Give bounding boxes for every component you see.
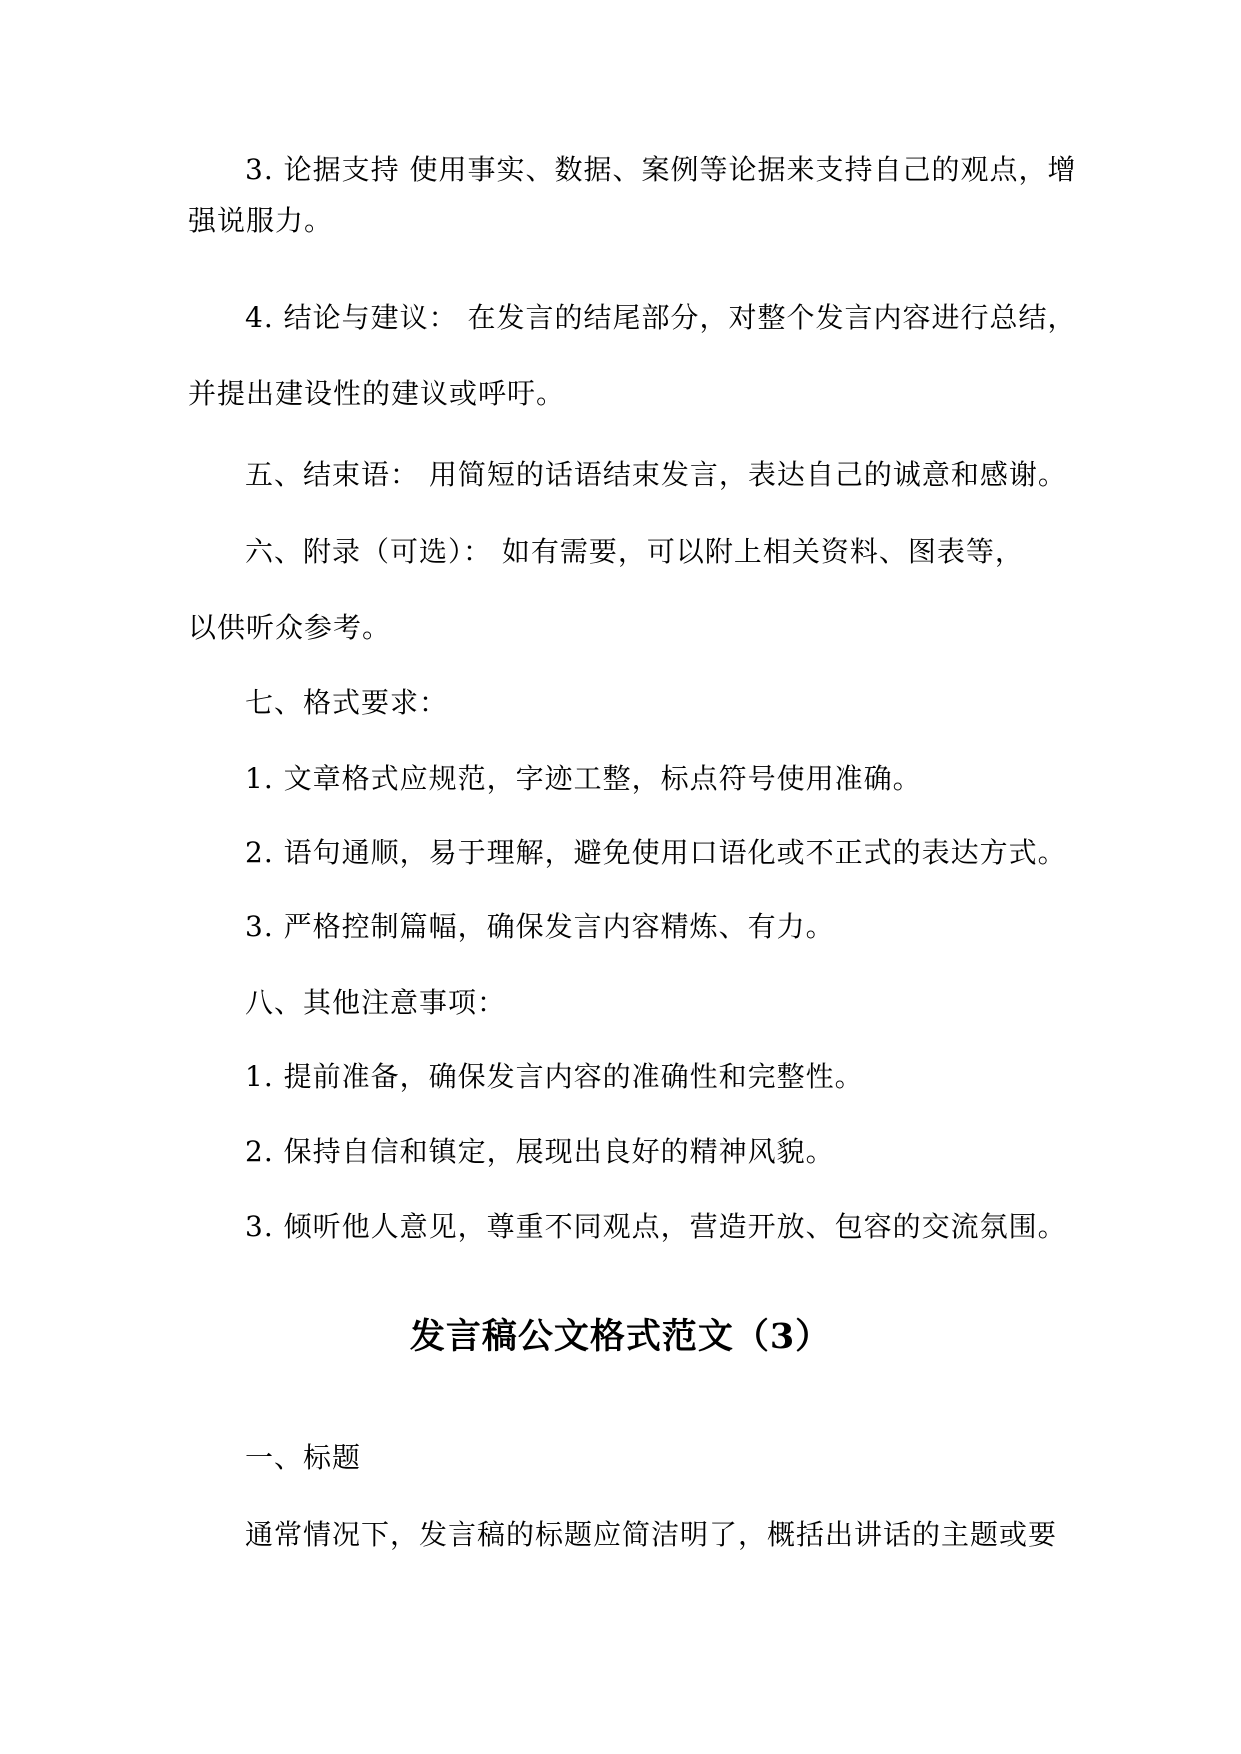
paragraph-line: 以供听众参考。 xyxy=(188,611,392,644)
paragraph-line: 通常情况下，发言稿的标题应简洁明了，概括出讲话的主题或要 xyxy=(245,1518,1058,1551)
paragraph-line: 2. 语句通顺，易于理解，避免使用口语化或不正式的表达方式。 xyxy=(245,836,1067,869)
paragraph-line: 3. 严格控制篇幅，确保发言内容精炼、有力。 xyxy=(245,910,835,943)
paragraph-line: 强说服力。 xyxy=(188,204,334,237)
paragraph-line: 五、结束语： 用简短的话语结束发言，表达自己的诚意和感谢。 xyxy=(245,458,1067,491)
paragraph-line: 4. 结论与建议： 在发言的结尾部分，对整个发言内容进行总结， xyxy=(245,301,1077,334)
paragraph-line: 1. 文章格式应规范，字迹工整，标点符号使用准确。 xyxy=(245,762,922,795)
paragraph-line: 一、标题 xyxy=(245,1441,362,1474)
paragraph-line: 3. 倾听他人意见，尊重不同观点，营造开放、包容的交流氛围。 xyxy=(245,1210,1067,1243)
paragraph-line: 八、其他注意事项： xyxy=(245,986,507,1019)
paragraph-line: 2. 保持自信和镇定，展现出良好的精神风貌。 xyxy=(245,1135,835,1168)
paragraph-line: 3. 论据支持 使用事实、数据、案例等论据来支持自己的观点，增 xyxy=(245,153,1077,186)
section-title: 发言稿公文格式范文（3） xyxy=(409,1316,832,1357)
paragraph-line: 1. 提前准备，确保发言内容的准确性和完整性。 xyxy=(245,1060,864,1093)
paragraph-line: 六、附录（可选）： 如有需要，可以附上相关资料、图表等， xyxy=(245,535,1024,568)
paragraph-line: 七、格式要求： xyxy=(245,686,449,719)
paragraph-line: 并提出建设性的建议或呼吁。 xyxy=(188,377,566,410)
